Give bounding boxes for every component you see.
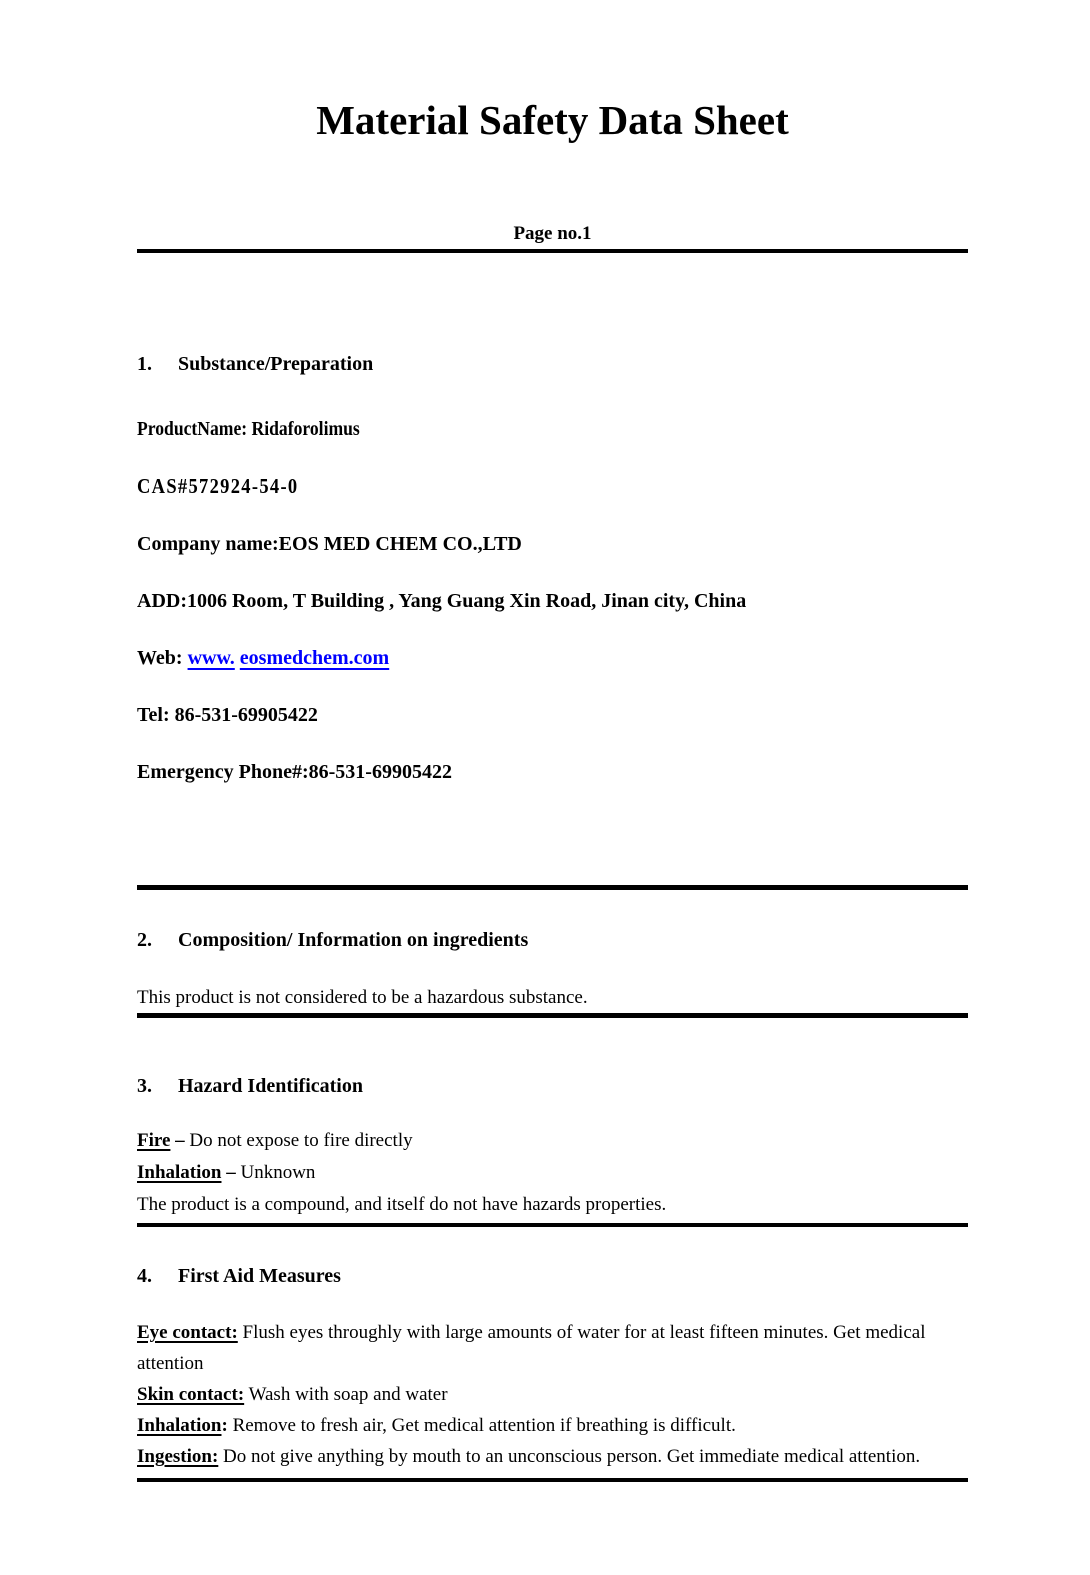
section-substance-heading xyxy=(137,351,968,377)
page-number-label: Page no.1 xyxy=(513,223,592,244)
web-line xyxy=(137,646,968,671)
inhalation-line xyxy=(137,1410,968,1441)
ingestion-text: Do not give anything by mouth to an unconscious person. Get immediate medical attention. xyxy=(223,1446,921,1467)
emergency-phone-line: Emergency Phone#:86-531-69905422 xyxy=(137,761,452,783)
inhalation-label-suffix: : xyxy=(221,1415,228,1436)
section-substance-number: 1. xyxy=(137,353,152,375)
fire-hazard-text: Do not expose to fire directly xyxy=(189,1130,413,1151)
fire-hazard-label: Fire xyxy=(137,1130,171,1151)
page-content xyxy=(0,96,1090,1482)
section-composition-number: 2. xyxy=(137,929,152,951)
section-3-divider xyxy=(137,1223,968,1227)
eye-contact-text: Flush eyes throughly with large amounts of water for at least fifteen minutes. Get medical attention xyxy=(137,1322,926,1374)
skin-contact-label: Skin contact: xyxy=(137,1384,245,1405)
inhalation-hazard-text: Unknown xyxy=(240,1162,316,1183)
skin-contact-text: Wash with soap and water xyxy=(248,1384,448,1405)
eye-contact-line xyxy=(137,1317,968,1379)
eye-contact-label: Eye contact: xyxy=(137,1322,238,1343)
cas-number-text: CAS#572924-54-0 xyxy=(137,474,299,498)
website-link-www[interactable]: www. xyxy=(187,647,235,669)
section-hazard-heading xyxy=(137,1073,968,1099)
section-first-aid-heading xyxy=(137,1263,968,1289)
product-name-line xyxy=(137,417,968,442)
section-substance-title: Substance/Preparation xyxy=(178,353,374,375)
dash-separator: – xyxy=(226,1162,236,1183)
dash-separator: – xyxy=(175,1130,185,1151)
document-title: Material Safety Data Sheet xyxy=(316,97,789,143)
section-composition-title: Composition/ Information on ingredients xyxy=(178,929,529,951)
section-first-aid-title: First Aid Measures xyxy=(178,1265,341,1287)
tel-line: Tel: 86-531-69905422 xyxy=(137,704,318,726)
hazard-note: The product is a compound, and itself do not have hazards properties. xyxy=(137,1194,667,1215)
website-link[interactable] xyxy=(188,647,390,669)
fire-hazard-line xyxy=(137,1125,968,1157)
ingestion-label: Ingestion: xyxy=(137,1446,219,1467)
inhalation-text: Remove to fresh air, Get medical attention if breathing is difficult. xyxy=(232,1415,736,1436)
skin-contact-line xyxy=(137,1379,968,1410)
web-label: Web: xyxy=(137,647,183,669)
section-hazard-title: Hazard Identification xyxy=(178,1075,363,1097)
cas-number-line xyxy=(137,474,968,500)
section-composition-heading xyxy=(137,927,968,953)
website-link-domain[interactable]: eosmedchem.com xyxy=(239,647,390,669)
composition-statement: This product is not considered to be a hazardous substance. xyxy=(137,987,588,1008)
section-hazard-number: 3. xyxy=(137,1075,152,1097)
section-first-aid-number: 4. xyxy=(137,1265,152,1287)
section-4-divider xyxy=(137,1478,968,1482)
inhalation-hazard-line xyxy=(137,1157,968,1189)
address-line: ADD:1006 Room, T Building , Yang Guang Xin Road, Jinan city, China xyxy=(137,590,747,612)
product-name-text: ProductName: Ridaforolimus xyxy=(137,418,360,440)
section-1-divider xyxy=(137,885,968,890)
inhalation-hazard-label: Inhalation xyxy=(137,1162,222,1183)
section-2-divider xyxy=(137,1013,968,1018)
ingestion-line xyxy=(137,1441,968,1472)
header-divider xyxy=(137,249,968,253)
inhalation-label: Inhalation xyxy=(137,1415,222,1436)
company-name-line: Company name:EOS MED CHEM CO.,LTD xyxy=(137,533,522,555)
